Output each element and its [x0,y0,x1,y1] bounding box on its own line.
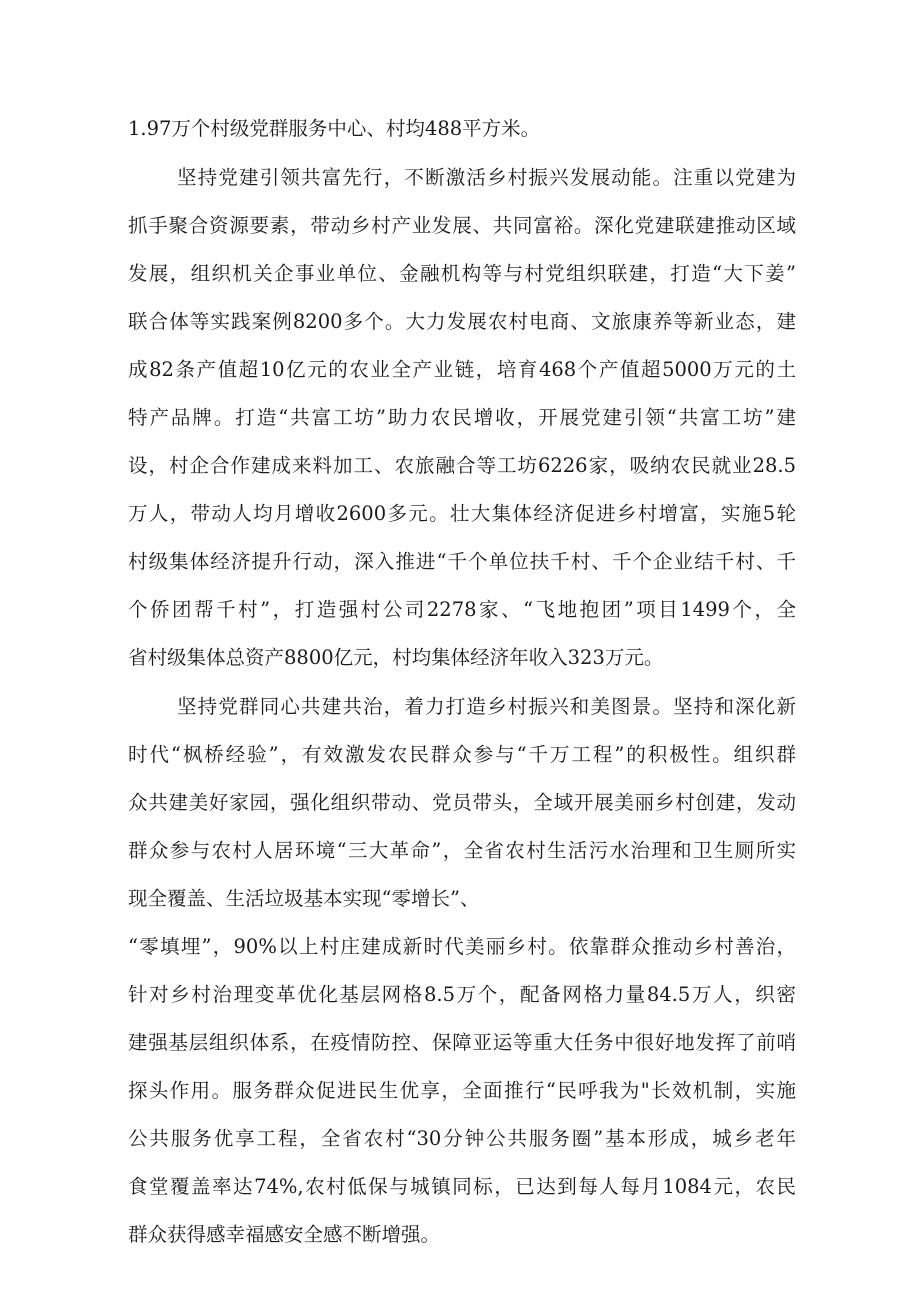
paragraph-3-line-5: 现全覆盖、生活垃圾基本实现“零增长”、 [128,887,480,910]
paragraph-3-line-8: 建强基层组织体系，在疫情防控、保障亚运等重大任务中很好地发挥了前哨 [128,1031,796,1054]
paragraph-3-line-3: 众共建美好家园，强化组织带动、党员带头，全域开展美丽乡村创建，发动 [128,791,796,814]
paragraph-2-line-1: 坚持党建引领共富先行，不断激活乡村振兴发展动能。注重以党建为 [177,166,796,189]
paragraph-2-line-3: 发展，组织机关企事业单位、金融机构等与村党组织联建，打造“大下姜” [128,262,796,285]
paragraph-2-line-4: 联合体等实践案例8200多个。大力发展农村电商、文旅康养等新业态，建 [128,310,796,333]
paragraph-2-line-9: 村级集体经济提升行动，深入推进“千个单位扶千村、千个企业结千村、千 [128,550,796,573]
paragraph-2-line-11: 省村级集体总资产8800亿元，村均集体经济年收入323万元。 [128,646,664,669]
paragraph-3-line-11: 食堂覆盖率达74%,农村低保与城镇同标，已达到每人每月1084元，农民 [128,1175,796,1198]
paragraph-2-line-5: 成82条产值超10亿元的农业全产业链，培育468个产值超5000万元的土 [128,358,796,381]
paragraph-3-line-10: 公共服务优享工程，全省农村“30分钟公共服务圈”基本形成，城乡老年 [128,1127,796,1150]
paragraph-2-line-7: 设，村企合作建成来料加工、农旅融合等工坊6226家，吸纳农民就业28.5 [128,454,796,477]
paragraph-2-line-2: 抓手聚合资源要素，带动乡村产业发展、共同富裕。深化党建联建推动区域 [128,214,796,237]
paragraph-3-line-2: 时代“枫桥经验”，有效激发农民群众参与“千万工程”的积极性。组织群 [128,743,796,766]
paragraph-3-line-4: 群众参与农村人居环境“三大革命”，全省农村生活污水治理和卫生厕所实 [128,839,796,862]
paragraph-2-line-6: 特产品牌。打造“共富工坊”助力农民增收，开展党建引领“共富工坊”建 [128,406,796,429]
paragraph-2-line-8: 万人，带动人均月增收2600多元。壮大集体经济促进乡村增富，实施5轮 [128,502,796,525]
paragraph-1-line-1: 1.97万个村级党群服务中心、村均488平方米。 [128,117,541,140]
paragraph-3-line-6: “零填埋”，90%以上村庄建成新时代美丽乡村。依靠群众推动乡村善治， [128,935,796,958]
paragraph-2-line-10: 个侨团帮千村”，打造强村公司2278家、“飞地抱团”项目1499个，全 [128,598,796,621]
paragraph-3-line-12: 群众获得感幸福感安全感不断增强。 [128,1223,441,1246]
paragraph-3-line-1: 坚持党群同心共建共治，着力打造乡村振兴和美图景。坚持和深化新 [177,695,796,718]
paragraph-3-line-9: 探头作用。服务群众促进民生优享，全面推行“民呼我为"长效机制，实施 [128,1079,796,1102]
paragraph-3-line-7: 针对乡村治理变革优化基层网格8.5万个，配备网格力量84.5万人，织密 [128,983,796,1006]
